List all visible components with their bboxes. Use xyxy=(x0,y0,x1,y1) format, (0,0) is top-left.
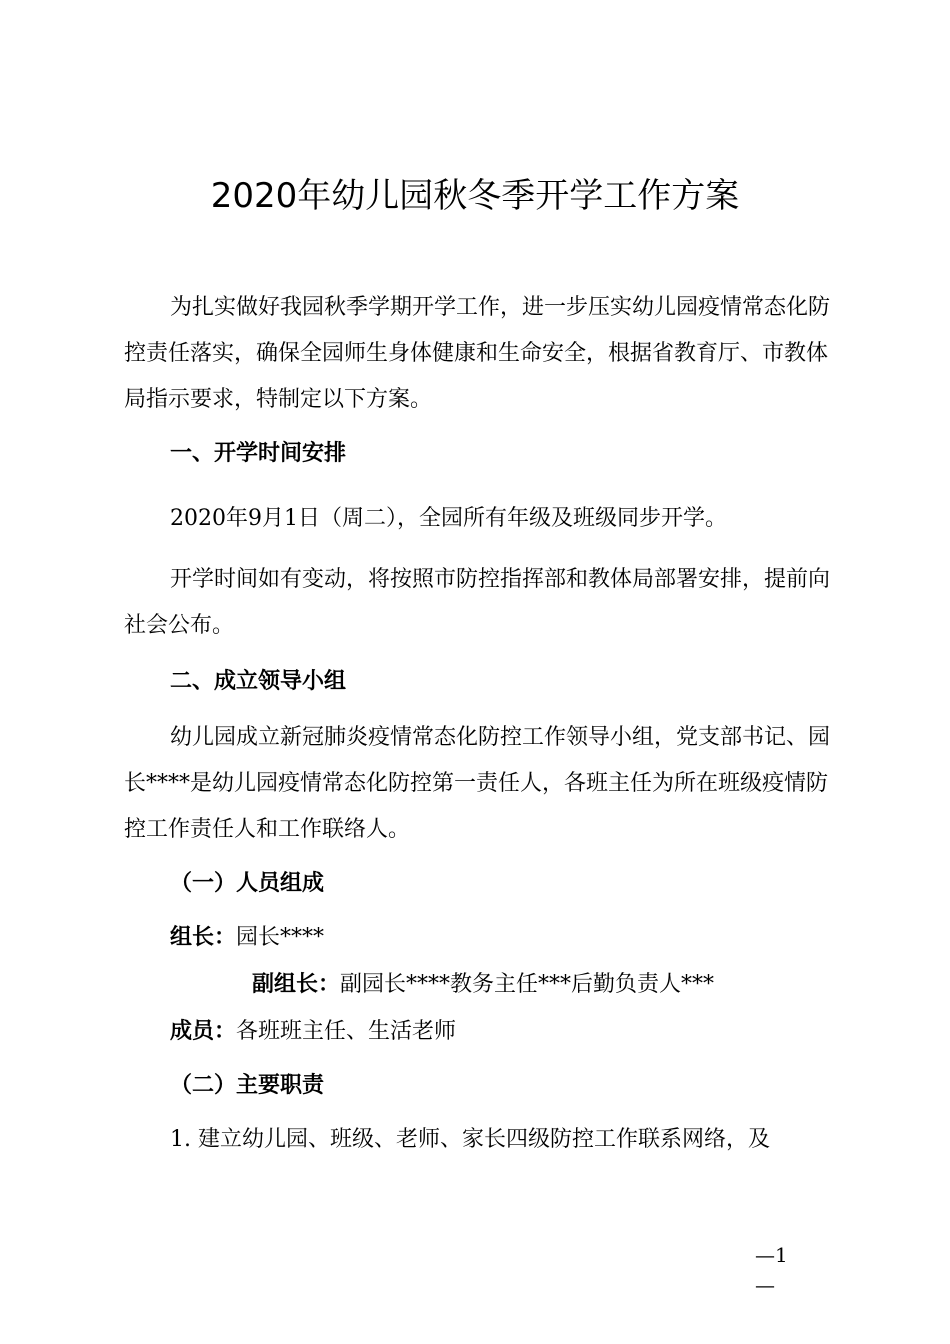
members-label: 成员： xyxy=(170,1019,237,1044)
intro-paragraph: 为扎实做好我园秋季学期开学工作，进一步压实幼儿园疫情常态化防控责任落实，确保全园师生身体健康和生命安全，根据省教育厅、市教体局指示要求，特制定以下方案。 xyxy=(124,295,831,412)
section2-paragraph: 幼儿园成立新冠肺炎疫情常态化防控工作领导小组，党支部书记、园长****是幼儿园疫情常态化防控第一责任人，各班主任为所在班级疫情防控工作责任人和工作联络人。 xyxy=(124,725,831,842)
section1-paragraph-2: 开学时间如有变动，将按照市防控指挥部和教体局部署安排，提前向社会公布。 xyxy=(124,567,831,638)
section1-paragraph-1: 2020年9月1日（周二），全园所有年级及班级同步开学。 xyxy=(170,506,727,531)
subsection1-heading: （一）人员组成 xyxy=(170,871,325,896)
section1-heading: 一、开学时间安排 xyxy=(170,441,347,466)
leader-label: 组长： xyxy=(170,925,237,950)
members-value: 各班班主任、生活老师 xyxy=(236,1019,457,1044)
deputy-leader-line xyxy=(252,965,714,1005)
section2-heading: 二、成立领导小组 xyxy=(170,669,347,694)
leader-value: 园长**** xyxy=(236,925,325,950)
subsection2-heading: （二）主要职责 xyxy=(170,1073,325,1098)
members-line xyxy=(170,1012,456,1052)
deputy-leader-value: 副园长****教务主任***后勤负责人*** xyxy=(340,972,715,997)
deputy-leader-label: 副组长： xyxy=(252,972,341,997)
document-title: 2020年幼儿园秋冬季开学工作方案 xyxy=(210,176,740,216)
leader-line xyxy=(170,918,324,958)
duty-item-1: 1. 建立幼儿园、班级、老师、家长四级防控工作联系网络，及 xyxy=(170,1127,770,1152)
page-number: —1— xyxy=(755,1243,788,1297)
